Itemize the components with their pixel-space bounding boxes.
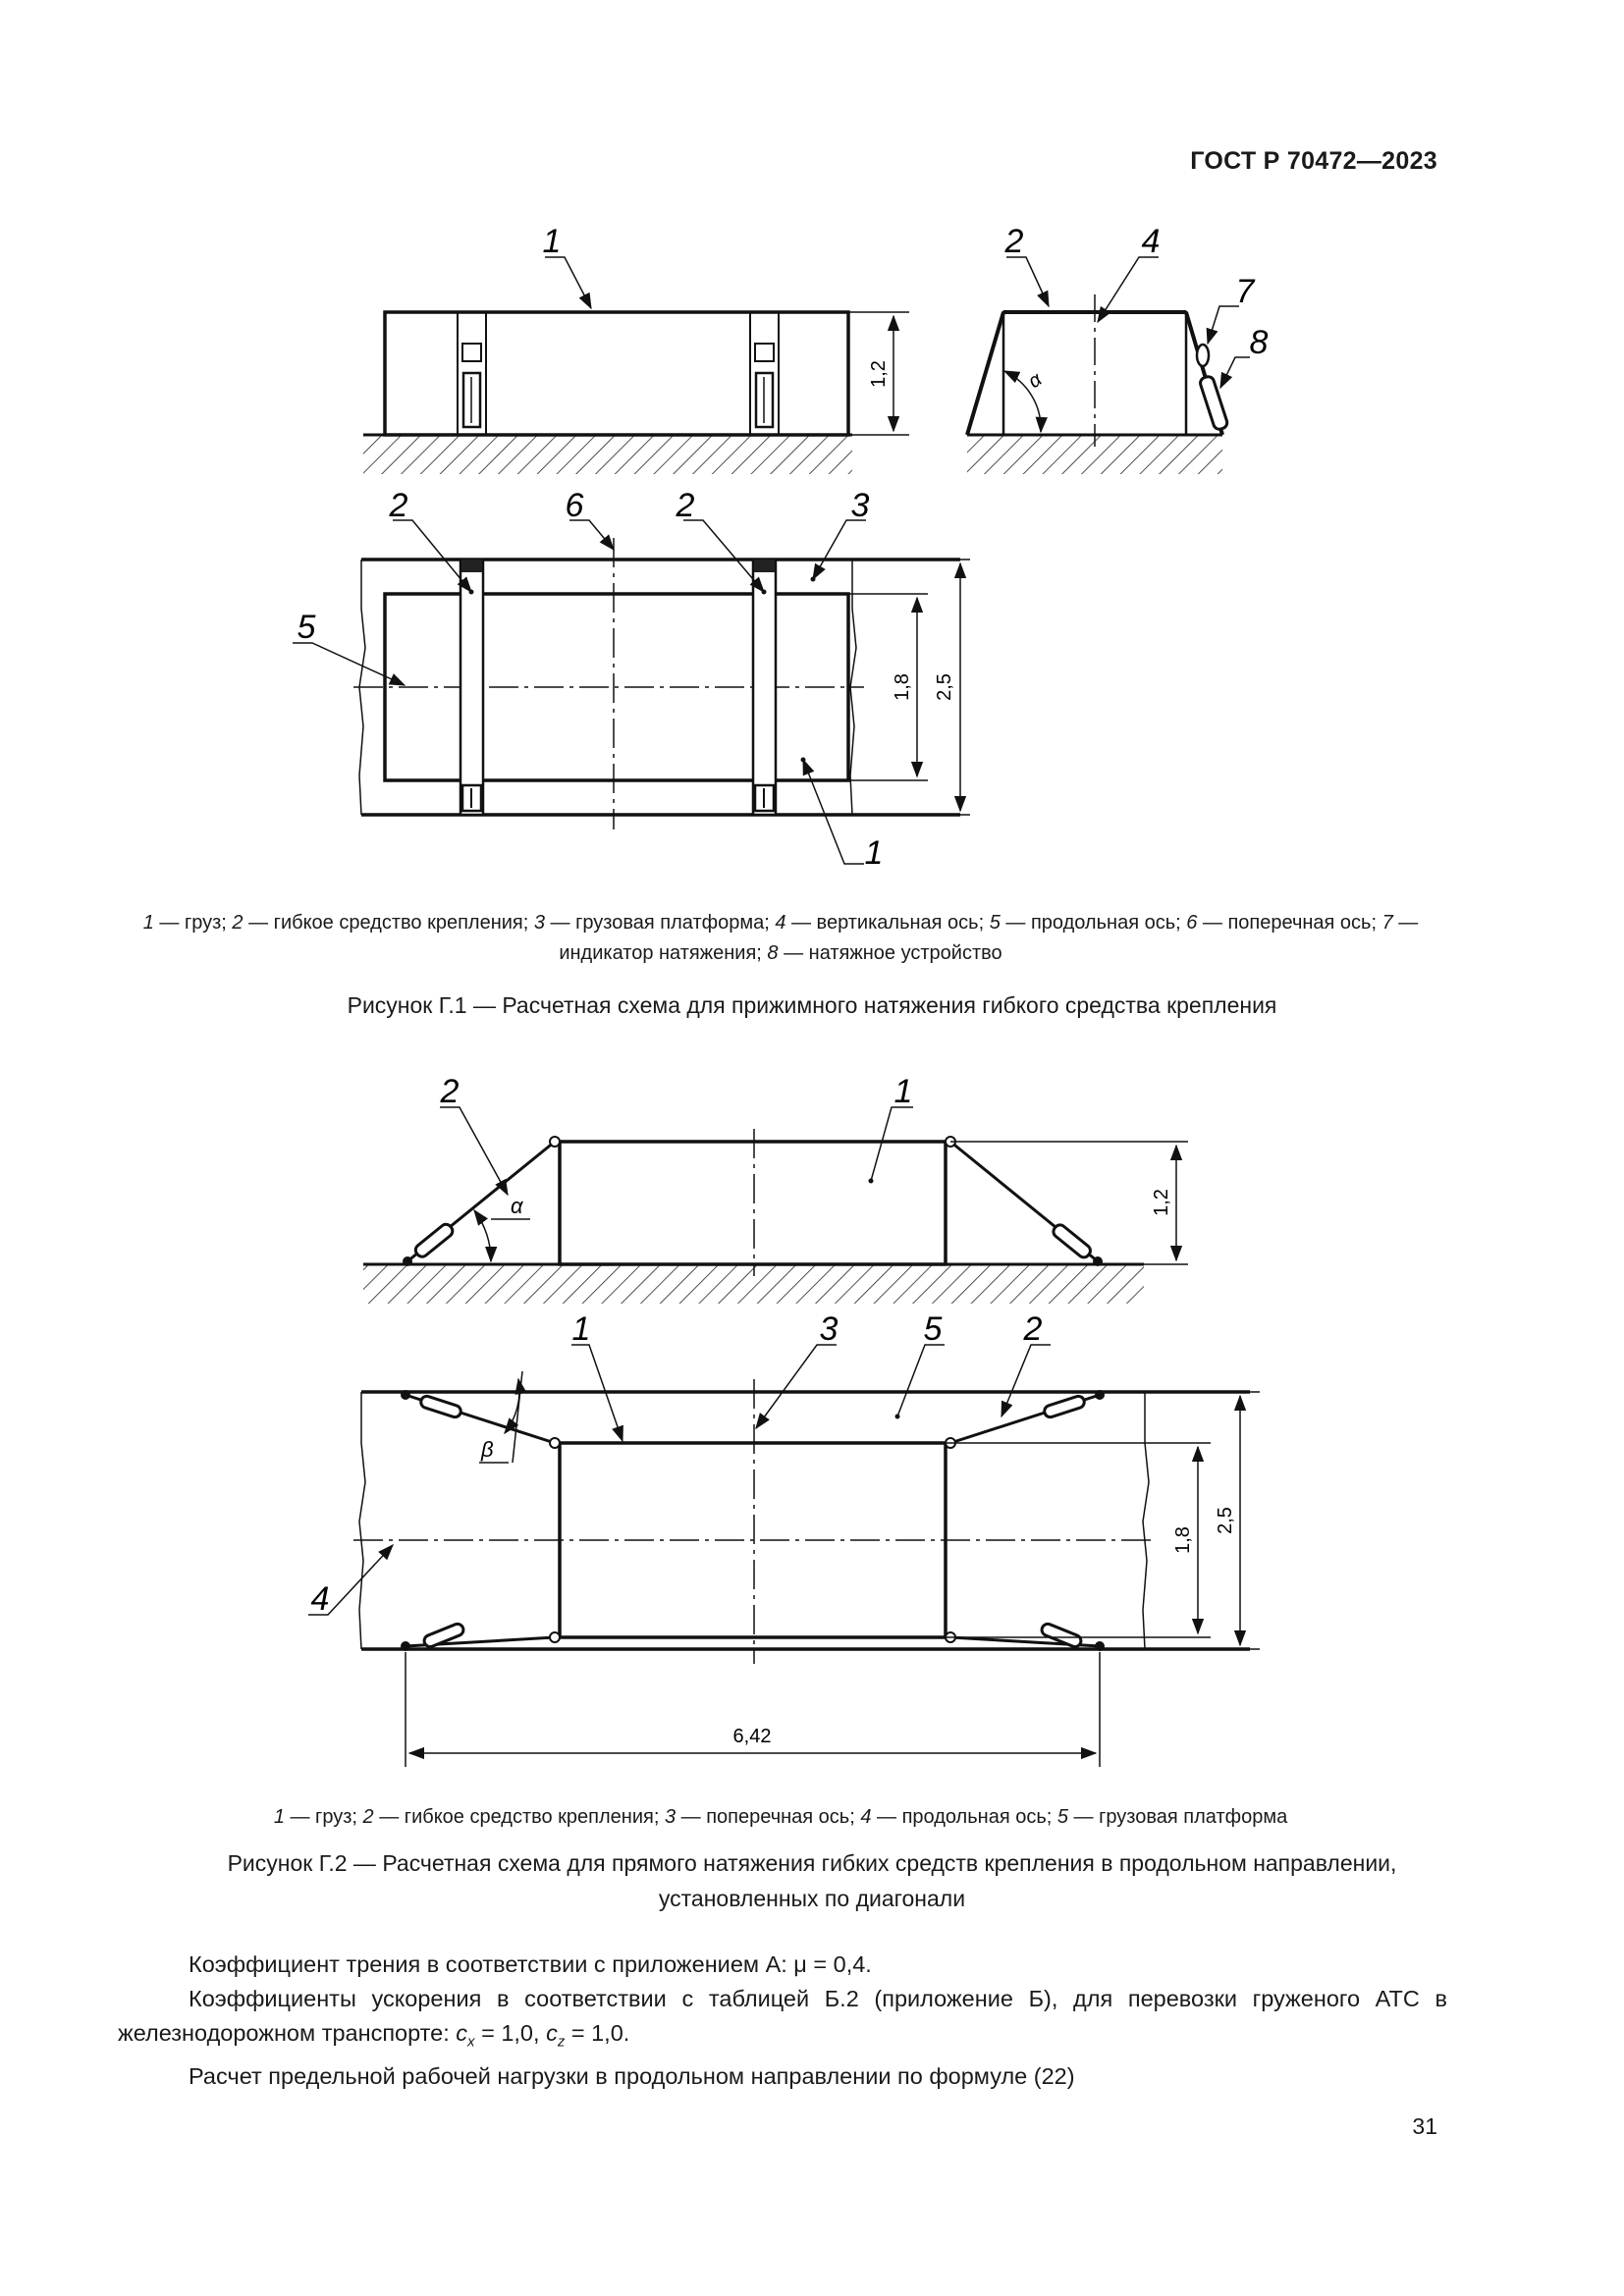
fig2-elevation	[363, 1073, 1188, 1304]
strap-plan-bottom-left	[401, 1623, 560, 1651]
tension-device	[1199, 375, 1228, 431]
dim-label-cargo-width: 1,8	[1172, 1526, 1194, 1554]
cargo-elevation	[560, 1142, 946, 1264]
label-cargo-plan: 1	[571, 1310, 591, 1348]
label-strap-plan: 2	[1023, 1310, 1043, 1348]
dim-label-anchor-span: 6,42	[732, 1726, 772, 1747]
break-line-left	[359, 1392, 365, 1649]
dim-label-height: 1,2	[1151, 1189, 1172, 1216]
fig1-side-view	[967, 223, 1269, 474]
figure-g2-caption: Рисунок Г.2 — Расчетная схема для прямого натяжения гибких средств крепления в продольном направлении, установленных по диагонали	[227, 1850, 1397, 1911]
label-transverse-axis: 6	[565, 487, 584, 524]
label-vertical-axis: 4	[1141, 223, 1161, 260]
angle-alpha: α	[1024, 368, 1047, 394]
strap-plan-left	[460, 560, 483, 815]
dim-label-cargo-width: 1,8	[892, 673, 913, 701]
tension-indicator	[1197, 345, 1209, 366]
body-text	[118, 1948, 1447, 2094]
label-platform: 3	[850, 487, 870, 524]
label-transverse-axis: 3	[819, 1310, 839, 1348]
fig2-plan-view	[308, 1310, 1260, 1767]
strap-plan-top-left	[401, 1390, 560, 1448]
figure-g1-caption: Рисунок Г.1 — Расчетная схема для прижимного натяжения гибкого средства крепления	[347, 992, 1277, 1018]
document-header: ГОСТ Р 70472—2023	[1190, 147, 1437, 175]
label-cargo: 1	[542, 223, 562, 260]
figure-g2-drawing	[0, 1060, 1624, 1747]
label-cargo: 1	[893, 1073, 913, 1110]
label-platform: 5	[923, 1310, 943, 1348]
figure-g1-legend: 1 — груз; 2 — гибкое средство крепления; 3 — грузовая платформа; 4 — вертикальная ось; 5 — продольная ось; 6 — поперечная ось; 7 — индикатор натяжения; 8 — натяжное устройство	[142, 912, 1419, 964]
label-cargo-plan: 1	[864, 834, 884, 872]
paragraph-calculation: Расчет предельной рабочей нагрузки в продольном направлении по формуле (22)	[189, 2062, 1075, 2089]
label-indicator: 7	[1235, 273, 1255, 310]
fig1-elevation	[363, 223, 909, 474]
figure-g2-legend: 1 — груз; 2 — гибкое средство крепления; 3 — поперечная ось; 4 — продольная ось; 5 — грузовая платформа	[273, 1806, 1288, 1828]
page-number: 31	[1412, 2113, 1437, 2139]
strap-plan-top-right	[946, 1390, 1105, 1448]
label-longitudinal-axis: 4	[310, 1580, 330, 1618]
break-line-right	[1143, 1392, 1149, 1649]
paragraph-acceleration: Коэффициенты ускорения в соответствии с таблицей Б.2 (приложение Б), для перевозки груженого АТС в железнодорожном транспорте: $c_x = 1,0$, $c_z = 1,0$.	[118, 1986, 1447, 2051]
label-strap-left: 2	[389, 487, 408, 524]
paragraph-friction: Коэффициент трения в соответствии с приложением А: μ = 0,4.	[189, 1951, 872, 1977]
fig1-plan-view	[293, 487, 970, 872]
label-strap-right: 2	[676, 487, 695, 524]
figure-g1-drawing	[0, 0, 1624, 872]
dim-label-height: 1,2	[868, 360, 890, 388]
label-strap: 2	[1004, 223, 1024, 260]
angle-alpha: α	[511, 1194, 523, 1218]
strap-plan-right	[753, 560, 776, 815]
dim-label-platform-width: 2,5	[934, 673, 955, 701]
dim-label-platform-width: 2,5	[1215, 1507, 1236, 1534]
label-longitudinal-axis: 5	[297, 609, 316, 646]
label-tension-device: 8	[1249, 324, 1269, 361]
label-strap: 2	[440, 1073, 460, 1110]
ground-hatch	[363, 435, 852, 474]
angle-beta: β	[481, 1437, 494, 1462]
